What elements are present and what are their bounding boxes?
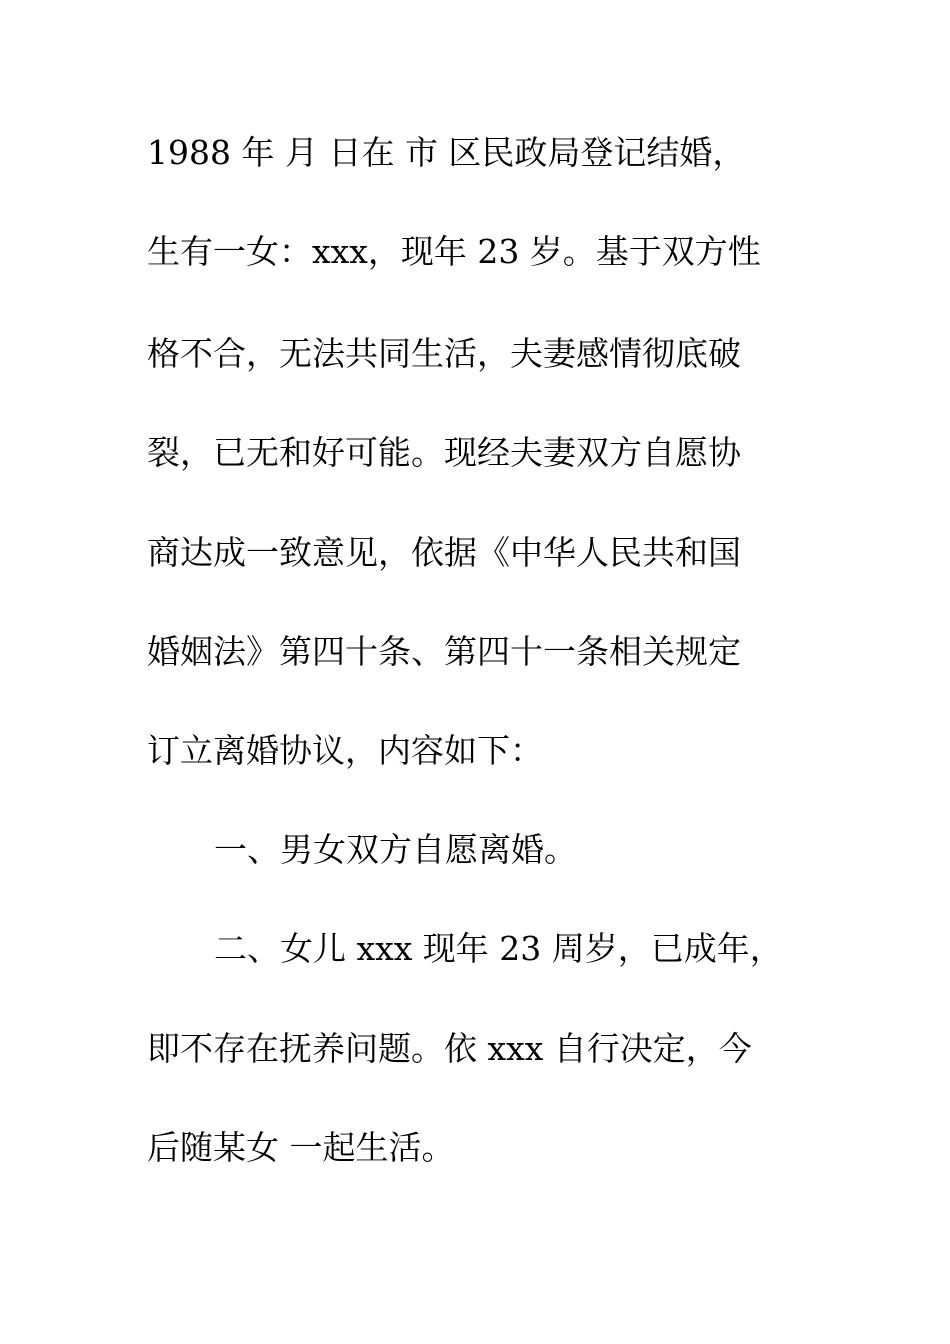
text-line: 裂，已无和好可能。现经夫妻双方自愿协 [147, 433, 741, 472]
text-line: 格不合，无法共同生活，夫妻感情彻底破 [147, 334, 741, 373]
text-line: 商达成一致意见，依据《中华人民共和国 [147, 533, 741, 572]
text-line: 1988 年 月 日在 市 区民政局登记结婚， [147, 133, 746, 172]
clause-two: 二、女儿 xxx 现年 23 周岁，已成年， [214, 929, 783, 968]
text-line: 婚姻法》第四十条、第四十一条相关规定 [147, 632, 741, 671]
text-line: 后随某女 一起生活。 [147, 1128, 455, 1167]
text-line: 即不存在抚养问题。依 xxx 自行决定，今 [147, 1029, 752, 1068]
text-line: 订立离婚协议，内容如下： [147, 731, 543, 770]
clause-one: 一、男女双方自愿离婚。 [214, 830, 577, 869]
text-line: 生有一女：xxx，现年 23 岁。基于双方性 [147, 232, 761, 271]
